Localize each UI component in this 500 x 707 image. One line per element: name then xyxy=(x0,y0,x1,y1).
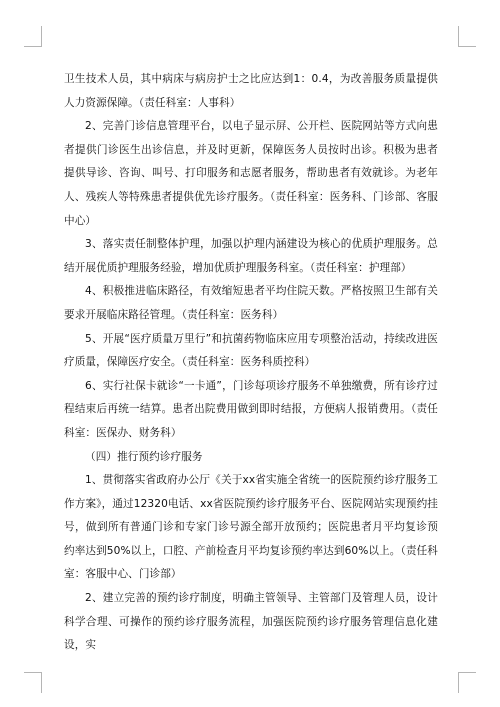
paragraph: 2、完善门诊信息管理平台，以电子显示屏、公开栏、医院网站等方式向患者提供门诊医生出诊信息，并及时更新，保障医务人员按时出诊。积极为患者提供导诊、咨询、叫号、打印服务和志愿者服务，帮助患者有效就诊。为老年人、残疾人等特殊患者提供优先诊疗服务。（责任科室：医务科、门诊部、客服中心） xyxy=(64,120,438,227)
document-body xyxy=(64,68,438,658)
paragraph: 4、积极推进临床路径，有效缩短患者平均住院天数。严格按照卫生部有关要求开展临床路径管理。（责任科室：医务科） xyxy=(64,285,438,321)
crop-mark-top-right xyxy=(458,46,476,47)
paragraph: 1、贯彻落实省政府办公厅《关于xx省实施全省统一的医院预约诊疗服务工作方案》，通过12320电话、xx省医院预约诊疗服务平台、医院网站实现预约挂号，做到所有普通门诊和专家门诊号源全部开放预约；医院患者月平均复诊预约率达到50%以上，口腔、产前检查月平均复诊预约率达到60%以上。（责任科室：客服中心、门诊部） xyxy=(64,474,438,581)
paragraph: 5、开展“医疗质量万里行”和抗菌药物临床应用专项整治活动，持续改进医疗质量，保障医疗安全。（责任科室：医务科质控科） xyxy=(64,332,438,369)
crop-mark-bottom-left xyxy=(24,672,42,673)
paragraph: 6、实行社保卡就诊“一卡通”，门诊每项诊疗服务不单独缴费，所有诊疗过程结束后再统一结算。患者出院费用做到即时结报，方便病人报销费用。（责任科室：医保办、财务科） xyxy=(64,379,438,439)
crop-mark-top-left xyxy=(41,26,42,47)
paragraph: 2、建立完善的预约诊疗制度，明确主管领导、主管部门及管理人员，设计科学合理、可操作的预约诊疗服务流程，加强医院预约诊疗服务管理信息化建设，实 xyxy=(64,592,438,652)
paragraph: 卫生技术人员，其中病床与病房护士之比应达到1：0.4，为改善服务质量提供人力资源保障。（责任科室：人事科） xyxy=(64,73,438,109)
paragraph: 3、落实责任制整体护理，加强以护理内涵建设为核心的优质护理服务。总结开展优质护理服务经验，增加优质护理服务科室。（责任科室：护理部） xyxy=(64,238,438,274)
crop-mark-bottom-right xyxy=(458,672,476,673)
crop-mark-bottom-right xyxy=(458,672,459,693)
crop-mark-bottom-left xyxy=(41,672,42,693)
crop-mark-top-left xyxy=(24,46,42,47)
crop-mark-top-right xyxy=(458,26,459,47)
section-heading: （四）推行预约诊疗服务 xyxy=(85,450,203,463)
